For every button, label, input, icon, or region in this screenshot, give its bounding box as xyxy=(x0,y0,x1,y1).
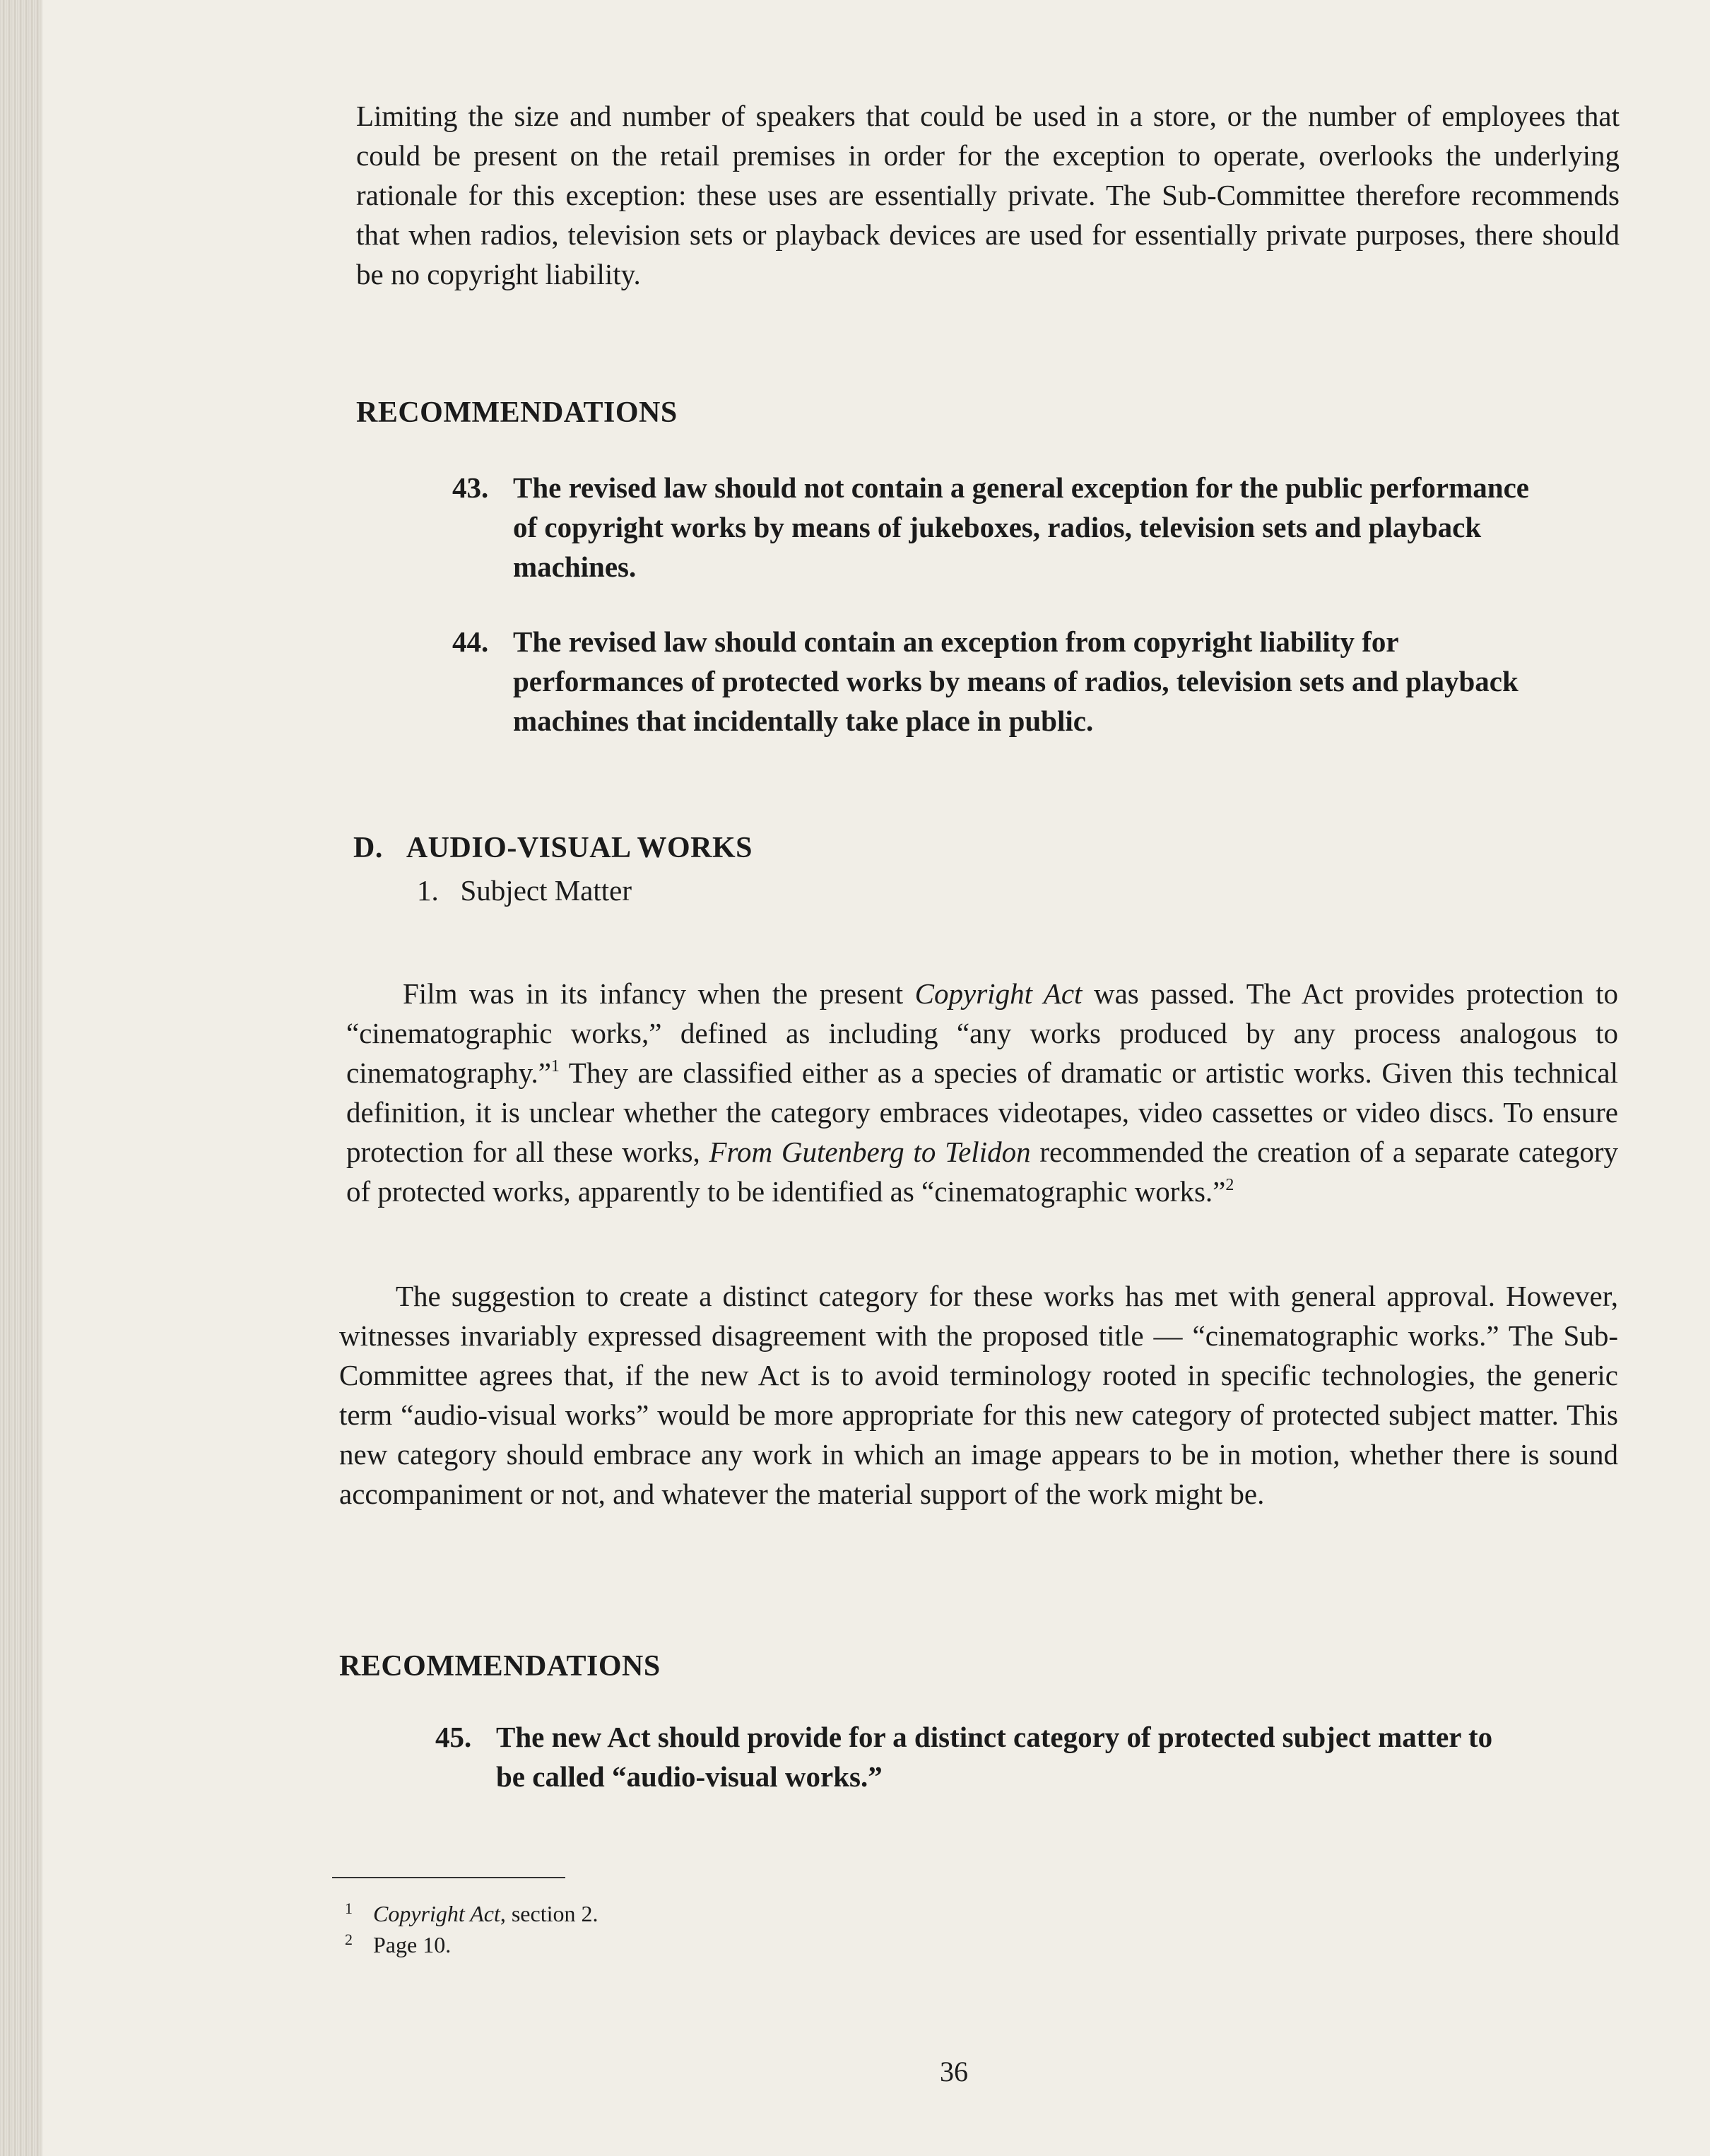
footnote-divider xyxy=(332,1877,565,1878)
recommendation-list-1 xyxy=(452,468,1540,741)
film-block xyxy=(346,974,1618,1211)
act-name: Copyright Act xyxy=(914,977,1083,1010)
footnote-1 xyxy=(345,1898,598,1929)
footnote-rest: , section 2. xyxy=(500,1901,598,1926)
document-page xyxy=(42,0,1710,2156)
film-text-3: They are classified either as a species of dramatic or artistic works. Given this technical definition, it is unclear whether the category embraces videotapes, video cassettes or video discs. To ensure protection for all these works, xyxy=(346,1056,1618,1168)
footnotes xyxy=(345,1898,598,1960)
recommendation-number: 43. xyxy=(452,471,489,504)
film-text-4: recommended the creation of a separate category of protected works, apparently to be identified as “cinematographic works.” xyxy=(346,1136,1619,1208)
recommendation-number: 45. xyxy=(435,1721,472,1753)
film-text-1: Film was in its infancy when the present xyxy=(403,977,915,1010)
recommendation-44 xyxy=(452,622,1540,741)
footnote-mark: 2 xyxy=(345,1931,353,1948)
report-name: From Gutenberg to Telidon xyxy=(709,1136,1031,1168)
recommendation-list-2 xyxy=(435,1717,1523,1796)
recommendations-block-2 xyxy=(339,1647,1603,1686)
page-edge-binding xyxy=(0,0,42,2156)
footnote-ref-2: 2 xyxy=(1225,1176,1234,1194)
subsection-number: 1. xyxy=(417,874,439,907)
recommendation-text: The revised law should not contain a general exception for the public performance of copyright works by means of jukeboxes, radios, television sets and playback machines. xyxy=(513,471,1529,583)
intro-block xyxy=(356,96,1620,294)
intro-paragraph: Limiting the size and number of speakers that could be used in a store, or the number of employees that could be present on the retail premises in order for the exception to operate, overlooks the underlying rationale for this exception: these uses are essentially private. The Sub-Committee therefore recommends that when radios, television sets or playback devices are used for essentially private purposes, there should be no copyright liability. xyxy=(356,100,1620,290)
recommendations-block-1 xyxy=(356,393,1620,432)
recommendation-text: The revised law should contain an exception from copyright liability for performances of protected works by means of radios, television sets and playback machines that incidentally take place in public. xyxy=(513,625,1519,737)
recommendation-43 xyxy=(452,468,1540,587)
footnote-rest: Page 10. xyxy=(373,1932,452,1957)
subsection-title: Subject Matter xyxy=(460,874,632,907)
footnote-mark: 1 xyxy=(345,1899,353,1917)
section-heading-block xyxy=(353,828,1617,910)
recommendations-heading: RECOMMENDATIONS xyxy=(339,1650,661,1683)
footnote-text xyxy=(373,1929,451,1960)
section-letter: D. xyxy=(353,832,383,864)
footnote-text xyxy=(373,1898,598,1929)
page-number: 36 xyxy=(940,2056,968,2087)
suggestion-paragraph: The suggestion to create a distinct category for these works has met with general approval. However, witnesses invariably expressed disagreement with the proposed title — “cinematographic works.” The Sub-Committee agrees that, if the new Act is to avoid terminology rooted in specific technologies, the generic term “audio-visual works” would be more appropriate for this new category of protected subject matter. This new category should embrace any work in which an image appears to be in motion, whether there is sound accompaniment or not, and whatever the material support of the work might be. xyxy=(339,1280,1618,1510)
section-heading xyxy=(353,828,1617,868)
recommendation-text: The new Act should provide for a distinct category of protected subject matter to be called “audio-visual works.” xyxy=(496,1721,1493,1793)
film-text-2: was passed. The Act provides protection to “cinematographic works,” defined as including “any works produced by any process analogous to cinematography.” xyxy=(346,977,1618,1089)
recommendation-number: 44. xyxy=(452,625,489,658)
footnote-ref-1: 1 xyxy=(550,1057,560,1076)
footnote-title: Copyright Act xyxy=(373,1901,500,1926)
section-title: AUDIO-VISUAL WORKS xyxy=(406,832,753,864)
recommendation-45 xyxy=(435,1717,1523,1796)
suggestion-block xyxy=(339,1276,1618,1514)
recommendations-heading: RECOMMENDATIONS xyxy=(356,396,678,429)
subsection-heading xyxy=(417,871,1617,910)
film-paragraph xyxy=(346,974,1618,1211)
footnote-2 xyxy=(345,1929,598,1960)
